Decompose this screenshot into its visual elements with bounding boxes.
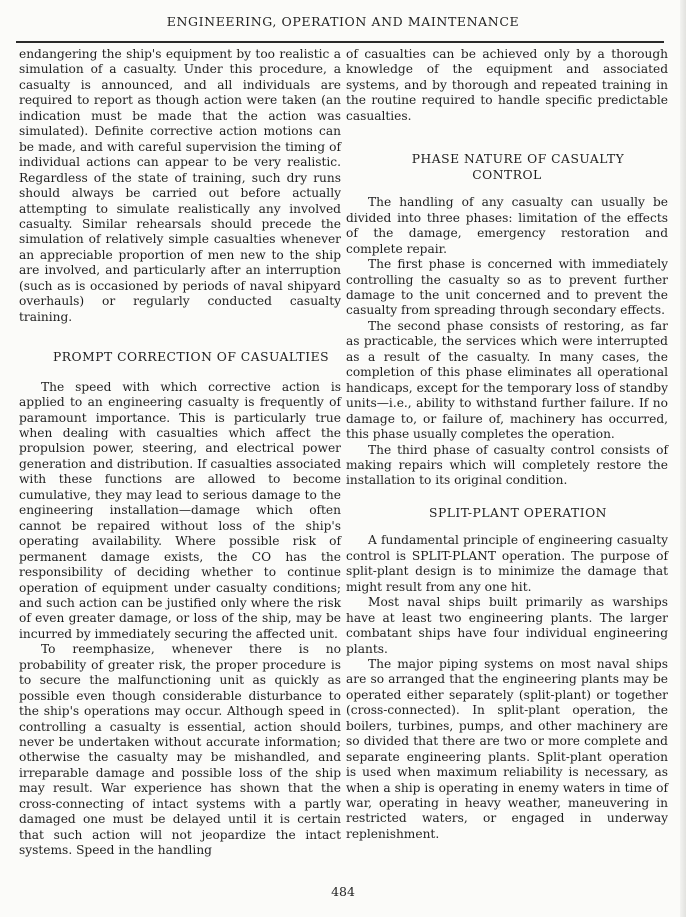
header-rule <box>16 41 664 43</box>
paragraph: The second phase consists of restoring, as far as practicable, the services which were interrupted as a result of the casualty. In many cases, the completion of this phase eliminates all operational handicaps, except for the temporary loss of standby units—i.e., ability to withstand further failure. If no damage to, or failure of, machinery has occurred, this phase usually completes the operation. <box>346 318 668 442</box>
right-column <box>346 47 668 842</box>
section-heading-phase-nature <box>346 152 668 183</box>
paragraph: endangering the ship's equipment by too realistic a simulation of a casualty. Under this procedure, a casualty is announced, and all individuals are required to report as though action were taken (an indication must be made that the action was simulated). Definite corrective action motions can be made, and with careful supervision the timing of individual actions can appear to be very realistic. Regardless of the state of training, such dry runs should always be carried out before actually attempting to simulate realistically any involved casualty. Similar rehearsals should precede the simulation of relatively simple casualties whenever an appreciable proportion of men new to the ship are involved, and particularly after an interruption (such as is occasioned by periods of naval shipyard overhauls) or regularly conducted casualty training. <box>19 47 341 324</box>
section-heading-split-plant: SPLIT-PLANT OPERATION <box>429 505 607 520</box>
paragraph: of casualties can be achieved only by a thorough knowledge of the equipment and associated systems, and by thorough and repeated training in the routine required to handle specific predictable casualties. <box>346 47 668 123</box>
page-number: 484 <box>331 884 355 899</box>
paragraph: To reemphasize, whenever there is no probability of greater risk, the proper procedure is to secure the malfunctioning unit as quickly as possible even though considerable disturbance to the ship's operations may occur. Although speed in controlling a casualty is essential, action should never be undertaken without accurate information; otherwise the casualty may be mishandled, and irreparable damage and possible loss of the ship may result. War experience has shown that the cross-connecting of intact systems with a partly damaged one must be delayed until it is certain that such action will not jeopardize the intact systems. Speed in the handling <box>19 642 341 858</box>
left-column <box>19 47 341 859</box>
paragraph: The first phase is concerned with immediately controlling the casualty so as to prevent further damage to the unit concerned and to prevent the casualty from spreading through secondary effects. <box>346 257 668 318</box>
paragraph: A fundamental principle of engineering casualty control is SPLIT-PLANT operation. The purpose of split-plant design is to minimize the damage that might result from any one hit. <box>346 533 668 594</box>
paragraph: Most naval ships built primarily as warships have at least two engineering plants. The larger combatant ships have four individual engineering plants. <box>346 595 668 656</box>
paragraph: The major piping systems on most naval ships are so arranged that the engineering plants may be operated either separately (split-plant) or together (cross-connected). In split-plant operation, the boilers, turbines, pumps, and other machinery are so divided that there are two or more complete and separate engineering plants. Split-plant operation is used when maximum reliability is necessary, as when a ship is operating in enemy waters in time of war, operating in heavy weather, maneuvering in restricted waters, or engaged in underway replenishment. <box>346 656 668 841</box>
paragraph: The handling of any casualty can usually be divided into three phases: limitation of the effects of the damage, emergency restoration and complete repair. <box>346 195 668 256</box>
page-edge-shadow <box>680 0 686 917</box>
running-header: ENGINEERING, OPERATION AND MAINTENANCE <box>166 14 520 29</box>
paragraph: The third phase of casualty control consists of making repairs which will completely restore the installation to its original condition. <box>346 442 668 488</box>
heading-line: PHASE NATURE OF CASUALTY <box>411 152 625 167</box>
paragraph: The speed with which corrective action is applied to an engineering casualty is frequently of paramount importance. This is particularly true when dealing with casualties which affect the propulsion power, steering, and electrical power generation and distribution. If casualties associated with these functions are allowed to become cumulative, they may lead to serious damage to the engineering installation—damage which often cannot be repaired without loss of the ship's operating availability. Where possible risk of permanent damage exists, the CO has the responsibility of deciding whether to continue operation of equipment under casualty conditions; and such action can be justified only where the risk of even greater damage, or loss of the ship, may be incurred by immediately securing the affected unit. <box>19 379 341 641</box>
heading-line: CONTROL <box>472 167 542 182</box>
section-heading-prompt-correction: PROMPT CORRECTION OF CASUALTIES <box>52 350 330 365</box>
